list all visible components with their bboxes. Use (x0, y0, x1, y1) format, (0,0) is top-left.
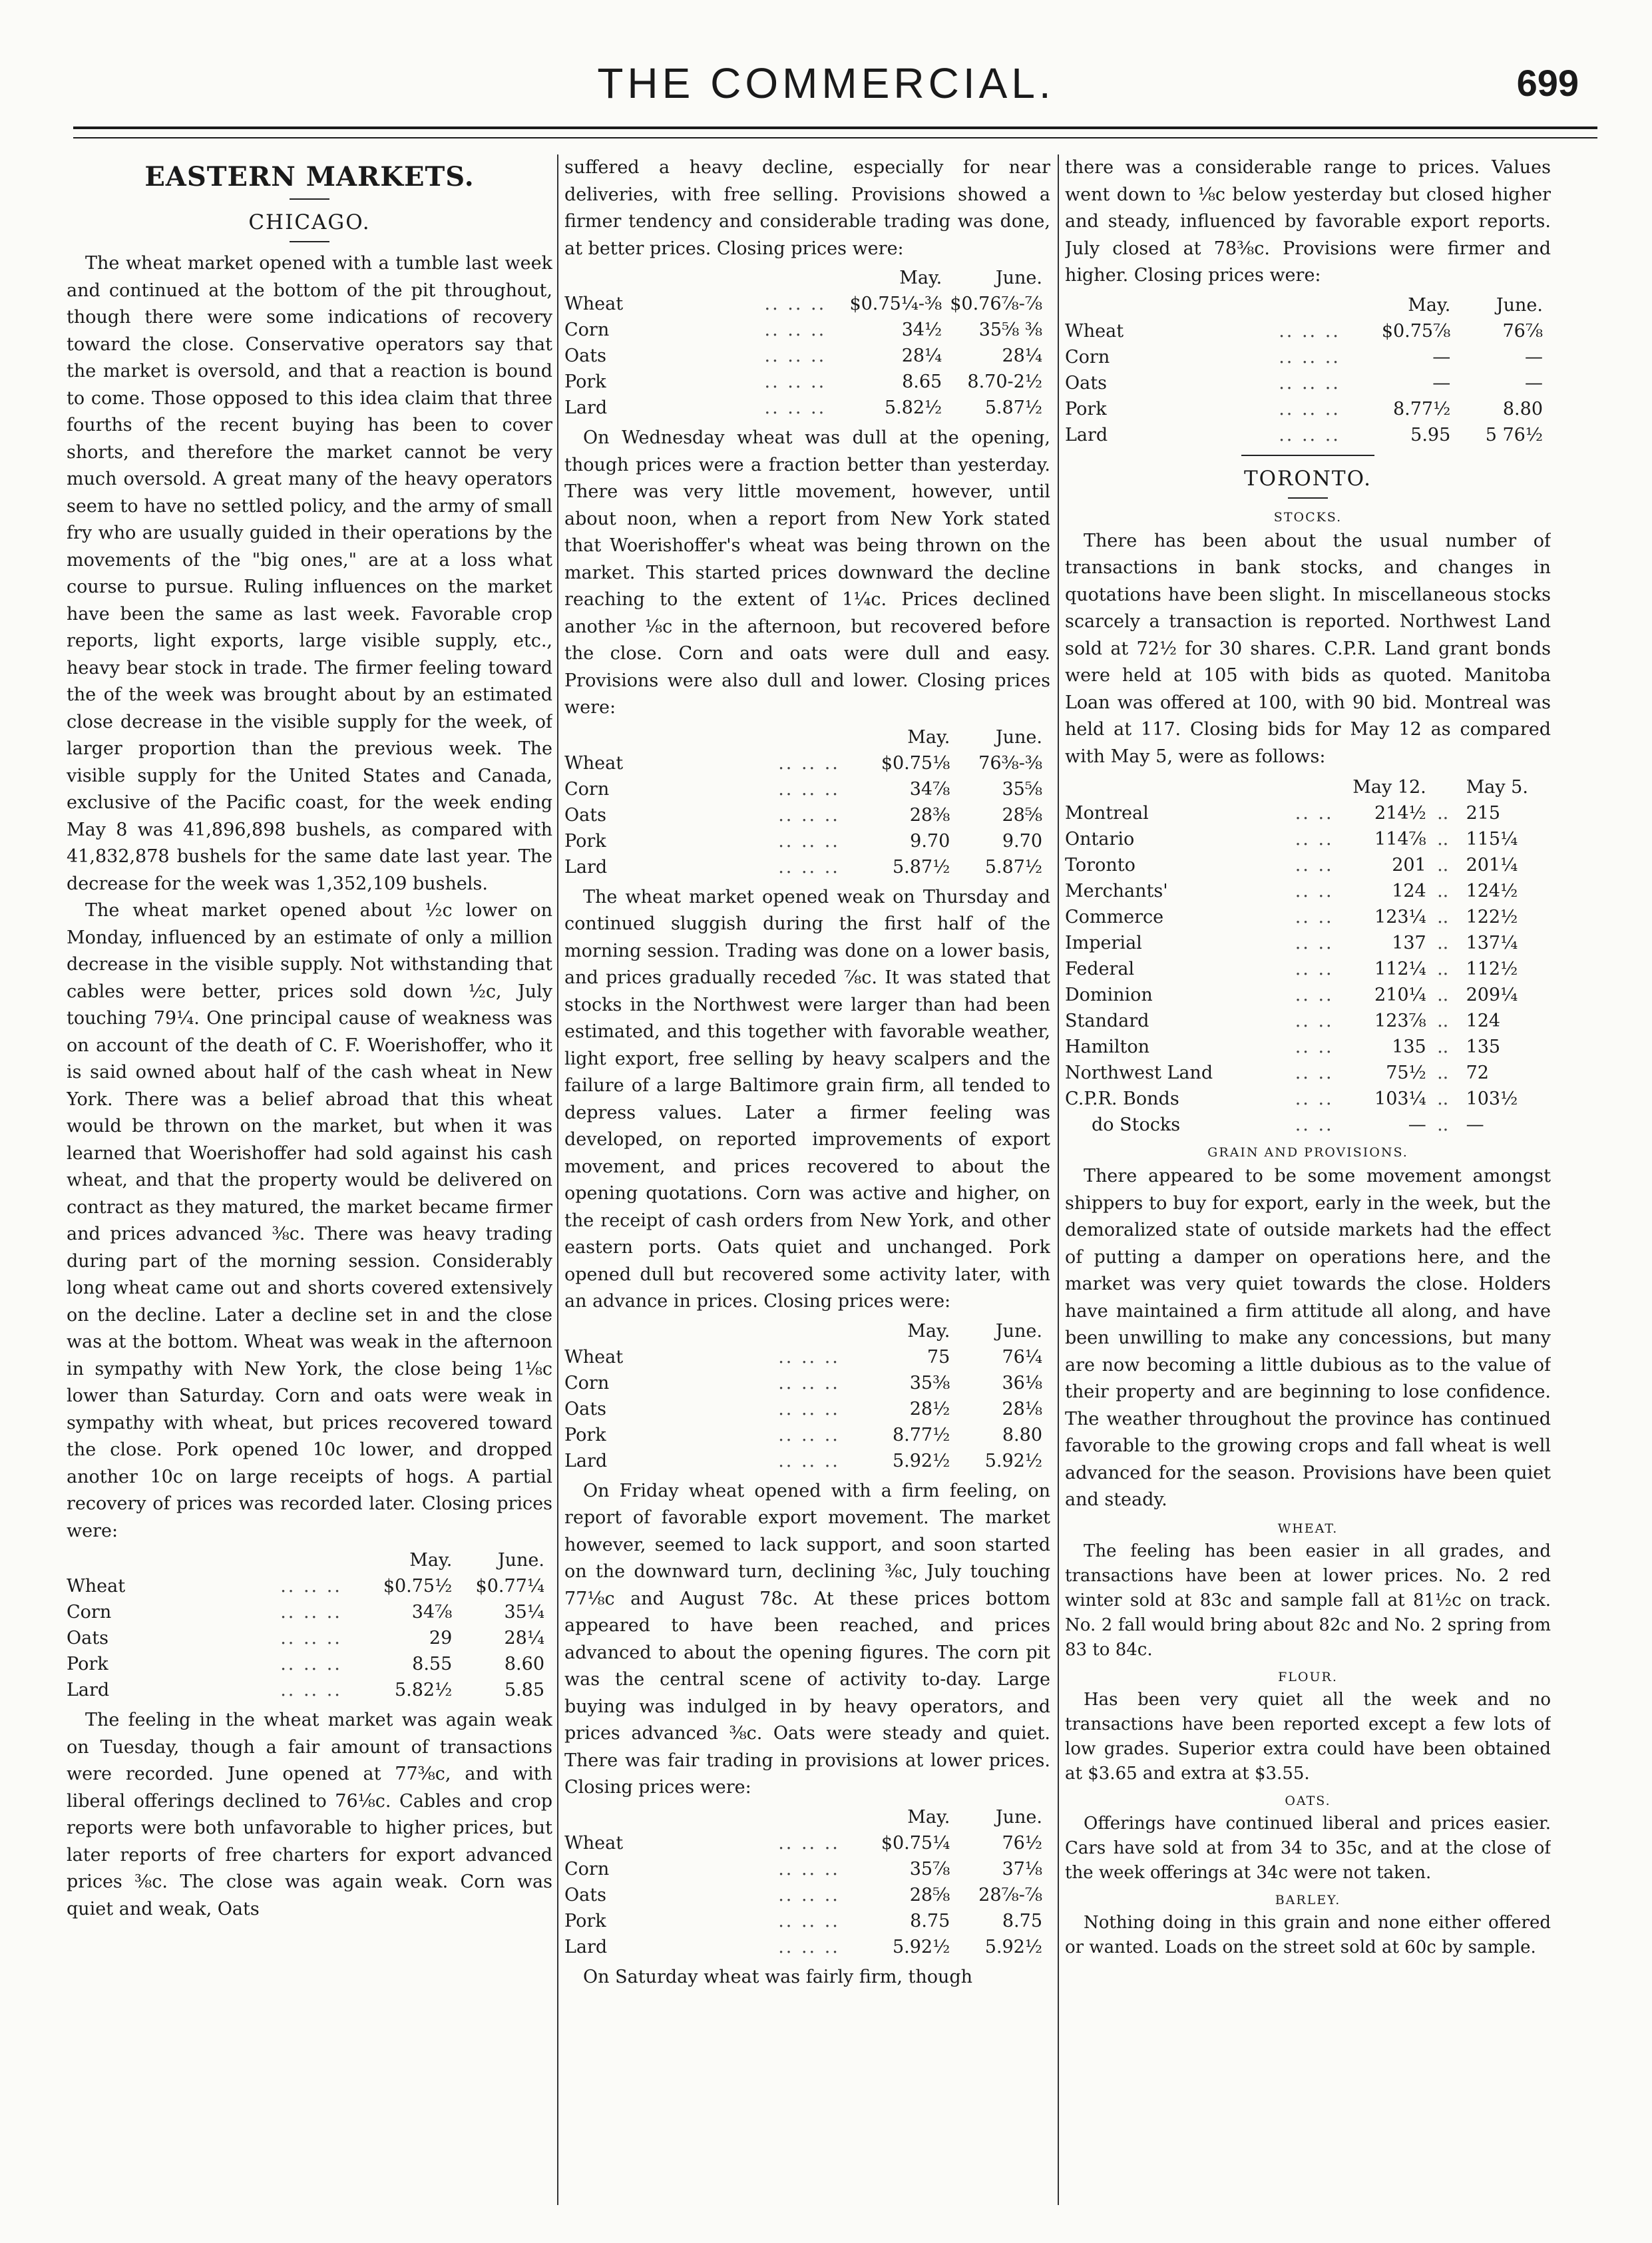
subsection-heading: OATS. (1285, 1793, 1331, 1808)
table-row: Oats .. .. .. 28⅜ 28⅝ (564, 804, 1042, 826)
column-header: June. (995, 1320, 1042, 1342)
table-row: Pork .. .. .. 8.55 8.60 (67, 1654, 544, 1674)
table-row: Pork .. .. .. 9.70 9.70 (564, 830, 1042, 852)
column-header: June. (995, 726, 1042, 748)
column-divider (1058, 154, 1059, 2205)
paragraph: Offerings have continued liberal and prices easier. Cars have sold at from 34 to 35c, and at the close of the week offerings at 34c were not taken. (1065, 1813, 1551, 1883)
closing-prices-table (564, 265, 1050, 421)
table-row: Wheat .. .. .. $0.75¼ 76½ (564, 1832, 1042, 1854)
table-row: C.P.R. Bonds .. .. 103¼ .. 103½ (1065, 1089, 1518, 1109)
table-row: Ontario .. .. 114⅞ .. 115¼ (1065, 829, 1518, 850)
table-row: Pork .. .. .. 8.77½ 8.80 (1065, 398, 1543, 419)
table-row: Toronto .. .. 201 .. 201¼ (1065, 855, 1518, 875)
paragraph: The wheat market opened with a tumble last week and continued at the bottom of the pit throughout, though there were some indications of recovery toward the close. Conservative operators say that the market is oversold, and that a reaction is bound to come. Those opposed to this idea claim that three fourths of the recent buying has been to cover shorts, and therefore the market cannot be very much oversold. A great many of the heavy operators seem to have no settled policy, and the army of small fry who are usually guided in their operations by the movements of the "big ones," are at a loss what course to pursue. Ruling influences on the market have been the same as last week. Favorable crop reports, light exports, large visible supply, etc., heavy bear stock in trade. The firmer feeling toward the of the week was brought about by an estimated close decrease in the visible supply for the week, of larger proportion than the previous week. The visible supply for the United States and Canada, exclusive of the Pacific coast, for the week ending May 8 was 41,896,898 bushels, as compared with 41,832,878 bushels for the same date last year. The decrease for the week was 1,352,109 bushels. (67, 253, 552, 894)
closing-prices-table (67, 1547, 552, 1703)
table-row: Dominion .. .. 210¼ .. 209¼ (1065, 985, 1518, 1005)
table-row: Wheat .. .. .. 75 76¼ (564, 1346, 1042, 1368)
paragraph: Nothing doing in this grain and none either offered or wanted. Loads on the street sold at 60c by sample. (1065, 1912, 1551, 1957)
table-row: Lard .. .. .. 5.82½ 5.87½ (564, 397, 1042, 418)
table-row: Federal .. .. 112¼ .. 112½ (1065, 959, 1518, 979)
table-row: do Stocks .. .. — .. — (1092, 1115, 1484, 1135)
table-row: Wheat .. .. .. $0.75⅞ 76⅞ (1065, 320, 1543, 342)
paragraph: The feeling has been easier in all grades, and transactions have been at lower prices. No. 2 red winter sold at 83c and sample fall at 81½c on track. No. 2 fall would bring about 82c and No. 2 spring from 83 to 84c. (1065, 1541, 1551, 1660)
column-1 (67, 154, 552, 2212)
subsection-heading: WHEAT. (1277, 1521, 1339, 1536)
table-row: Corn .. .. .. 34⅞ 35⅝ (564, 778, 1042, 800)
table-row: Oats .. .. .. 28½ 28⅛ (564, 1398, 1042, 1419)
table-row: Corn .. .. .. 35⅜ 36⅛ (564, 1372, 1042, 1393)
column-header: June. (995, 1806, 1042, 1828)
paragraph: The wheat market opened weak on Thursday and continued sluggish during the first half of the morning session. Trading was done on a lower basis, and prices gradually receded ⅞c. It was stated that stocks in the Northwest were larger than had been estimated, and this together with favorable weather, light export, free selling by heavy scalpers and the failure of a large Baltimore grain firm, all tended to depress values. Later a firmer feeling was developed, on reported improvements of export movement, and prices recovered to about the opening quotations. Corn was active and higher, on the receipt of cash orders from New York, and other eastern ports. Oats quiet and unchanged. Pork opened dull but recovered some activity later, with an advance in prices. Closing prices were: (564, 886, 1050, 1312)
paragraph: On Wednesday wheat was dull at the opening, though prices were a fraction better than yesterday. There was very little movement, however, until about noon, when a report from New York stated that Woerishoffer's wheat was being thrown on the market. This started prices downward the decline reaching to the extent of 1¼c. Prices declined another ⅛c in the afternoon, but recovered before the close. Corn and oats were dull and easy. Provisions were also dull and lower. Closing prices were: (564, 427, 1050, 718)
closing-prices-table (564, 1804, 1050, 1960)
table-row: Lard .. .. .. 5.92½ 5.92½ (564, 1450, 1042, 1471)
table-row: Oats .. .. .. 28⅝ 28⅞-⅞ (564, 1884, 1042, 1905)
column-divider (557, 154, 558, 2205)
subsection-heading: FLOUR. (1278, 1669, 1338, 1684)
table-row: Pork .. .. .. 8.75 8.75 (564, 1910, 1042, 1931)
table-row: Corn .. .. .. 34½ 35⅝ ⅜ (564, 320, 1042, 340)
table-row: Corn .. .. .. 35⅞ 37⅛ (564, 1858, 1042, 1879)
table-row: Oats .. .. .. 28¼ 28¼ (564, 346, 1042, 366)
table-row: Standard .. .. 123⅞ .. 124 (1065, 1011, 1501, 1031)
column-header: May 5. (1466, 777, 1528, 798)
subsection-heading: GRAIN AND PROVISIONS. (1207, 1145, 1408, 1160)
column-header: May. (907, 1320, 950, 1342)
city-heading: TORONTO. (1243, 466, 1372, 491)
table-row: Oats .. .. .. 29 28¼ (67, 1628, 544, 1648)
paragraph: The feeling in the wheat market was again weak on Tuesday, though a fair amount of transactions were recorded. June opened at 77⅜c, and with liberal offerings declined to 76⅛c. Cables and crop reports were both unfavorable to higher prices, but later reports of free charters for export advanced prices ⅜c. The close was again weak. Corn was quiet and weak, Oats (67, 1710, 552, 1919)
table-row: Lard .. .. .. 5.82½ 5.85 (67, 1680, 544, 1700)
city-heading: CHICAGO. (248, 210, 371, 234)
column-3 (1065, 154, 1551, 2212)
subsection-heading: STOCKS. (1273, 509, 1342, 525)
column-header: June. (1496, 294, 1543, 316)
column-header: May. (409, 1550, 453, 1571)
paragraph: Has been very quiet all the week and no transactions have been reported except a few lots of low grades. Superior extra could have been obtained at $3.65 and extra at $3.55. (1065, 1689, 1551, 1784)
table-row: Commerce .. .. 123¼ .. 122½ (1065, 907, 1518, 927)
column-header: May 12. (1352, 777, 1426, 798)
divider (1241, 455, 1374, 456)
table-row: Lard .. .. .. 5.87½ 5.87½ (564, 856, 1042, 877)
column-header: May. (907, 1806, 950, 1828)
paragraph: The wheat market opened about ½c lower on Monday, influenced by an estimate of only a million decrease in the visible supply. Not withstanding that cables were better, prices sold down ½c, July touching 79¼. One principal cause of weakness was on account of the death of C. F. Woerishoffer, who it is said owned about half of the cash wheat in New York. There was a belief abroad that this wheat would be thrown on the market, but when it was learned that Woerishoffer had sold against his cash wheat, and that the property would be delivered on contract as they matured, the market became firmer and prices advanced ⅜c. There was heavy trading during part of the morning session. Considerably long wheat came out and shorts covered extensively on the decline. Later a decline set in and the close was at the bottom. Wheat was weak in the afternoon in sympathy with New York, the close being 1⅛c lower than Saturday. Corn and oats were weak in sympathy with wheat, but prices recovered toward the close. Pork opened 10c lower, and dropped another 10c on large receipts of hogs. A partial recovery of prices was recorded later. Closing prices were: (67, 900, 552, 1541)
header-rule-thin (73, 137, 1597, 138)
column-2 (564, 154, 1050, 2212)
column-header: June. (497, 1550, 544, 1571)
table-row: Wheat .. .. .. $0.75⅛ 76⅜-⅜ (564, 752, 1042, 774)
divider (290, 198, 329, 200)
table-row: Pork .. .. .. 8.77½ 8.80 (564, 1424, 1042, 1445)
paragraph: On Saturday wheat was fairly firm, though (583, 1966, 973, 1987)
table-row: Hamilton .. .. 135 .. 135 (1065, 1037, 1501, 1057)
stocks-table (1065, 774, 1551, 1138)
table-row: Corn .. .. .. 34⅞ 35¼ (67, 1602, 544, 1622)
header-rule-thick (73, 126, 1597, 129)
closing-prices-table (564, 724, 1050, 880)
table-row: Montreal .. .. 214½ .. 215 (1065, 803, 1501, 824)
divider (290, 241, 329, 242)
table-row: Oats .. .. .. — — (1065, 372, 1543, 393)
page-number: 699 (1516, 62, 1579, 104)
table-row: Wheat .. .. .. $0.75¼-⅜ $0.76⅞-⅞ (564, 294, 1042, 314)
table-row: Northwest Land .. .. 75½ .. 72 (1065, 1063, 1489, 1083)
paragraph: There has been about the usual number of transactions in bank stocks, and changes in quotations have been slight. In miscellaneous stocks scarcely a transaction is reported. Northwest Land sold at 72½ for 30 shares. C.P.R. Land grant bonds were held at 105 with bids as quoted. Manitoba Loan was offered at 100, with 90 bid. Montreal was held at 117. Closing bids for May 12 as compared with May 5, were as follows: (1065, 530, 1551, 767)
table-row: Wheat .. .. .. $0.75½ $0.77¼ (67, 1576, 544, 1597)
column-header: May. (899, 268, 942, 288)
table-row: Merchants' .. .. 124 .. 124½ (1065, 881, 1518, 901)
table-row: Lard .. .. .. 5.92½ 5.92½ (564, 1936, 1042, 1957)
column-header: June. (995, 268, 1042, 288)
masthead-title: THE COMMERCIAL. (597, 59, 1055, 107)
table-row: Pork .. .. .. 8.65 8.70-2½ (564, 372, 1042, 392)
column-header: May. (1408, 294, 1451, 316)
subsection-heading: BARLEY. (1275, 1892, 1341, 1907)
paragraph: there was a considerable range to prices. Values went down to ⅛c below yesterday but closed higher and steady, influenced by favorable export reports. July closed at 78⅜c. Provisions were firmer and higher. Closing prices were: (1065, 157, 1551, 286)
table-row: Lard .. .. .. 5.95 5 76½ (1065, 424, 1543, 445)
table-row: Corn .. .. .. — — (1065, 346, 1543, 368)
paragraph: There appeared to be some movement amongst shippers to buy for export, early in the week, but the demoralized state of outside markets had the effect of putting a damper on operations here, and the market was very quiet towards the close. Holders have maintained a firm attitude all along, and have been unwilling to make any concessions, but many are now becoming a little dubious as to the value of their property and are beginning to lose confidence. The weather throughout the province has continued favorable to the growing crops and fall wheat is well advanced for the season. Provisions have been quiet and steady. (1065, 1166, 1551, 1510)
column-header: May. (907, 726, 950, 748)
closing-prices-table (564, 1318, 1050, 1474)
closing-prices-table (1065, 292, 1551, 448)
section-heading: EASTERN MARKETS. (144, 161, 475, 192)
table-row: Imperial .. .. 137 .. 137¼ (1065, 933, 1518, 953)
paragraph: On Friday wheat opened with a firm feeling, on report of favorable export movement. The market however, seemed to lack support, and soon started on the downward turn, declining ⅜c, July touching 77⅛c and August 78c. At these prices bottom appeared to have been reached, and prices advanced to about the opening figures. The corn pit was the central scene of activity to-day. Large buying was indulged in by heavy operators, and prices advanced ⅜c. Oats were steady and quiet. There was fair trading in provisions at lower prices. Closing prices were: (564, 1480, 1050, 1798)
paragraph: suffered a heavy decline, especially for near deliveries, with free selling. Provisions showed a firmer tendency and considerable trading was done, at better prices. Closing prices were: (564, 157, 1050, 259)
divider (1288, 497, 1328, 499)
